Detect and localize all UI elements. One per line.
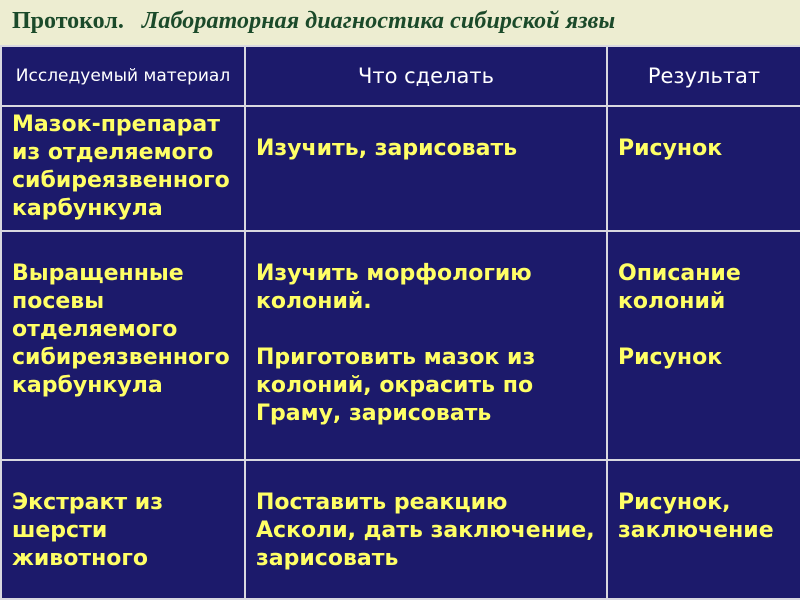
column-header-result: Результат [607,46,800,106]
column-header-material: Исследуемый материал [1,46,245,106]
result-cell [607,106,800,231]
action-line: Изучить, зарисовать [256,136,518,161]
action-line: Изучить морфологию колоний. [256,261,532,314]
material-cell: Выращенные посевы отделяемого сибиреязвенного карбункула [1,231,245,460]
page-title: Лабораторная диагностика сибирской язвы [141,8,616,34]
result-cell [607,231,800,460]
result-line: Рисунок [618,345,723,370]
result-cell [607,460,800,599]
title-prefix: Протокол. [12,8,124,34]
table-row [1,460,800,599]
material-cell: Экстракт из шерсти животного [1,460,245,599]
action-line: Приготовить мазок из колоний, окрасить по Граму, зарисовать [256,345,536,426]
table-row [1,231,800,460]
result-line: Описание колоний [618,261,741,314]
action-cell [245,231,607,460]
line-spacer [618,316,792,344]
action-cell [245,106,607,231]
column-header-action: Что сделать [245,46,607,106]
result-line: Рисунок, заключение [618,490,774,543]
action-line: Поставить реакцию Асколи, дать заключение, зарисовать [256,490,595,571]
line-spacer [256,316,598,344]
protocol-table-container [0,45,800,600]
action-cell [245,460,607,599]
table-row [1,106,800,231]
title-bar [12,8,615,44]
protocol-table [0,45,800,600]
material-cell: Мазок-препарат из отделяемого сибиреязвенного карбункула [1,106,245,231]
table-header-row [1,46,800,106]
result-line: Рисунок [618,136,723,161]
